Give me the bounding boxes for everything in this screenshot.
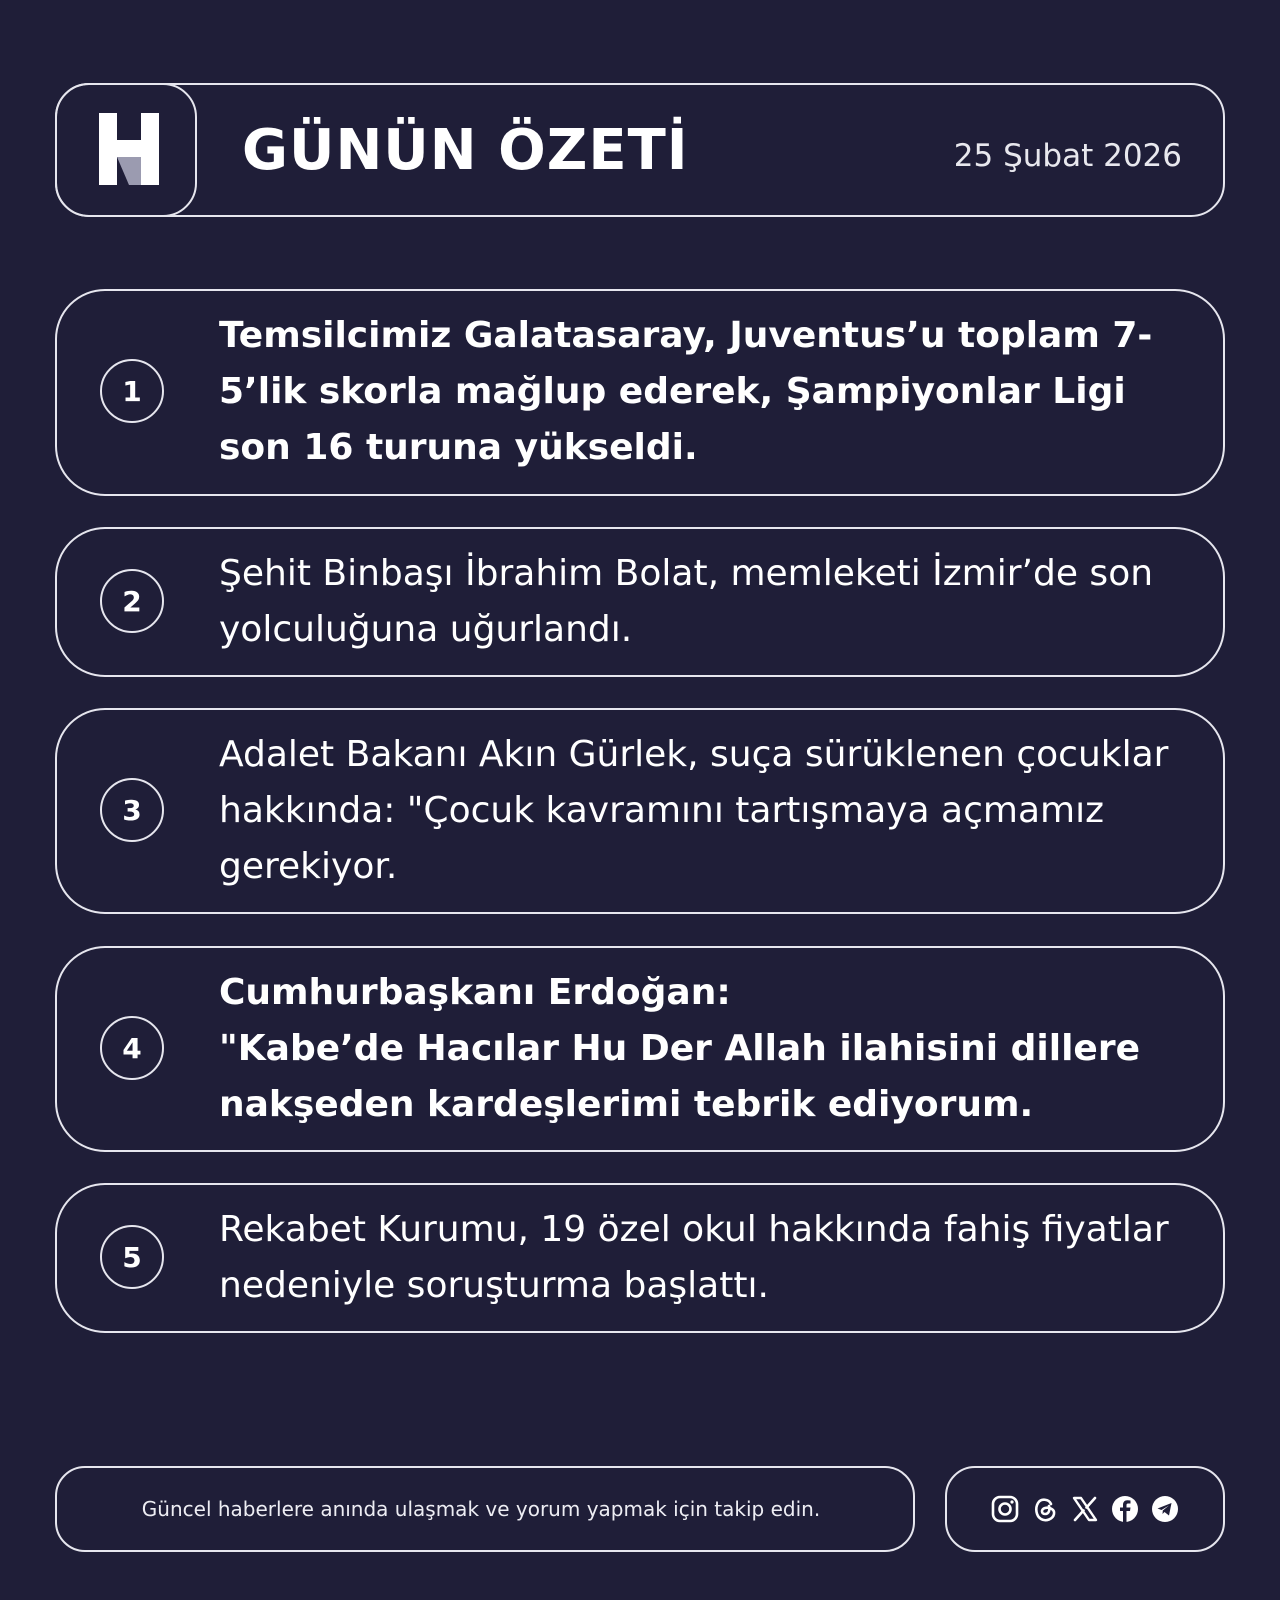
social-links [945,1466,1225,1552]
telegram-icon[interactable] [1150,1494,1180,1524]
x-icon[interactable] [1070,1494,1100,1524]
item-text: Adalet Bakanı Akın Gürlek, suça sürüklenen çocuklar hakkında: "Çocuk kavramını tartışmaya açmamız gerekiyor. [219,734,1169,887]
news-item[interactable] [55,1183,1225,1333]
item-text-rest: "Kabe’de Hacılar Hu Der Allah ilahisini dillere nakşeden kardeşlerimi tebrik ediyorum. [219,1028,1141,1125]
item-text: Temsilcimiz Galatasaray, Juventus’u toplam 7-5’lik skorla mağlup ederek, Şampiyonlar Ligi son 16 turuna yükseldi. [219,315,1153,468]
news-item[interactable] [55,708,1225,914]
news-item[interactable] [55,946,1225,1152]
news-item[interactable] [55,289,1225,496]
h-logo-icon [99,113,159,185]
item-number: 2 [100,569,164,633]
item-text-line1: Cumhurbaşkanı Erdoğan: [219,972,731,1013]
item-text: Şehit Binbaşı İbrahim Bolat, memleketi İzmir’de son yolculuğuna uğurlandı. [219,553,1154,650]
page-title: GÜNÜN ÖZETİ [242,118,689,183]
item-text [219,965,1189,1133]
facebook-icon[interactable] [1110,1494,1140,1524]
footer-text: Güncel haberlere anında ulaşmak ve yorum yapmak için takip edin. [141,1497,821,1521]
logo[interactable] [55,83,197,217]
follow-banner [55,1466,915,1552]
instagram-icon[interactable] [990,1494,1020,1524]
threads-icon[interactable] [1030,1494,1060,1524]
item-number: 4 [100,1016,164,1080]
news-item[interactable] [55,527,1225,677]
date-label: 25 Şubat 2026 [953,138,1182,174]
item-number: 3 [100,778,164,842]
item-text: Rekabet Kurumu, 19 özel okul hakkında fahiş fiyatlar nedeniyle soruşturma başlattı. [219,1209,1169,1306]
item-number: 5 [100,1225,164,1289]
item-number: 1 [100,359,164,423]
